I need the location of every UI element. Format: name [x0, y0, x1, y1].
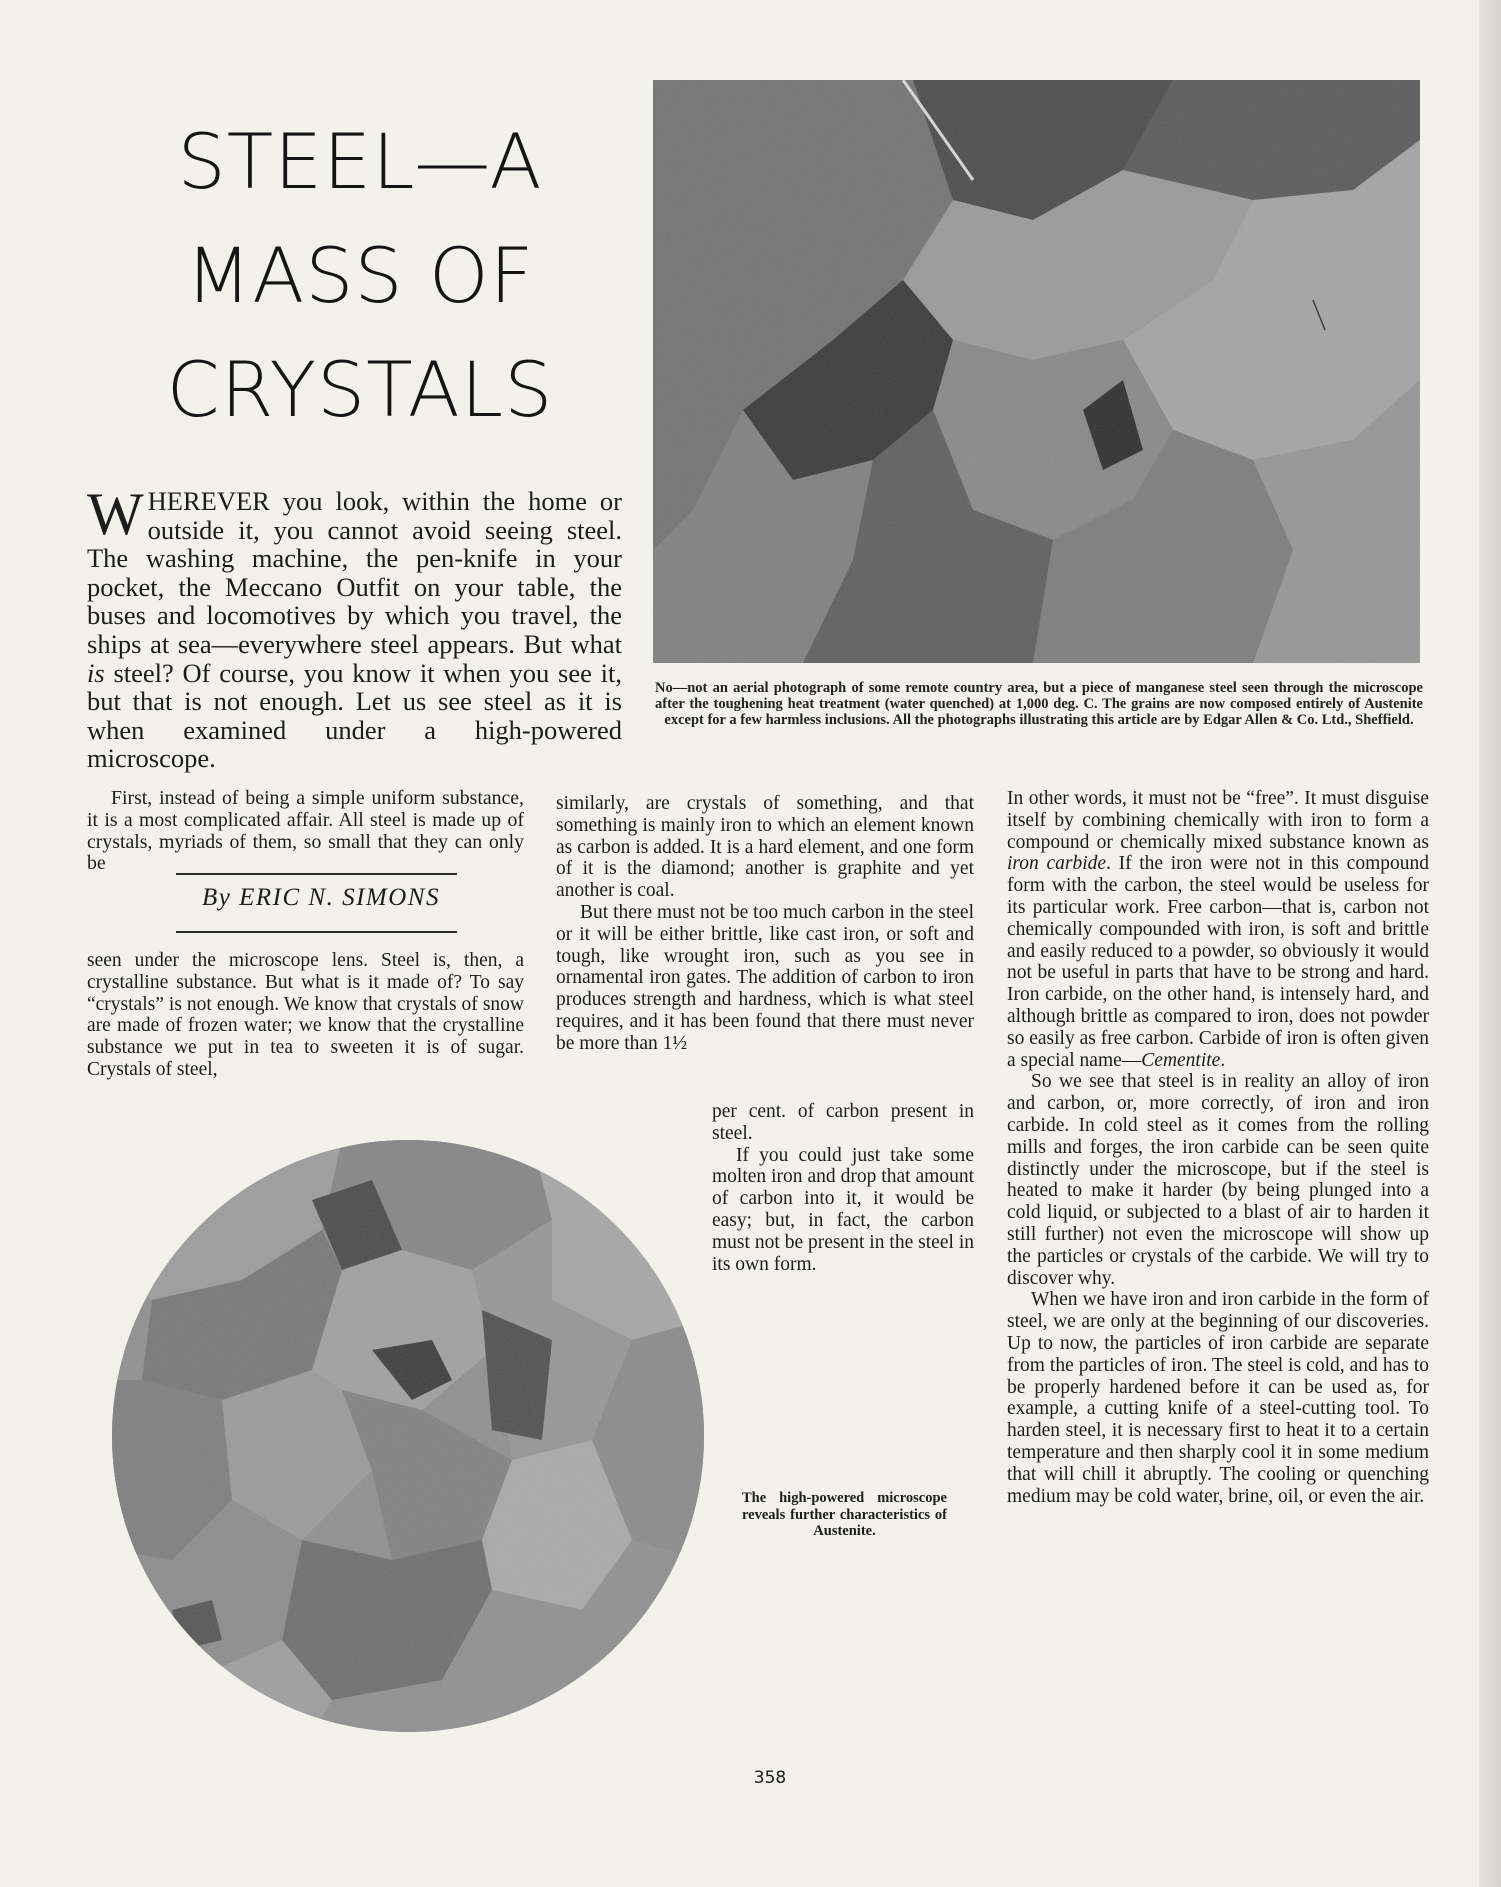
col3-paragraph-1 — [1007, 788, 1429, 1071]
col3-text-2: . If the iron were not in this compound form with the carbon, the steel would be useless for its particular work. Free carbon—that is, carbon not chemically compounded with iron, is soft and brittle and easily reduced to a powder, so obviously it would not be useful in parts that have to be strong and hard. Iron carbide, on the other hand, is intensely hard, and although brittle as compared to iron, does not powder so easily as free carbon. Carbide of iron is often given a special name— — [1007, 853, 1429, 1071]
page-edge-shadow — [1479, 0, 1501, 1887]
col1-paragraph-1: First, instead of being a simple uniform substance, it is a most complicated affair. All steel is made up of crystals, myriads of them, so small that they can only be — [87, 787, 524, 875]
byline-rule-top — [176, 873, 457, 875]
title-line-1: STEEL—A — [177, 117, 543, 206]
author-byline: By ERIC N. SIMONS — [202, 884, 440, 911]
article-title — [150, 105, 570, 447]
title-line-2: MASS OF — [185, 231, 535, 320]
drop-cap: W — [87, 481, 144, 547]
page-number: 358 — [753, 1768, 787, 1788]
col3-text-3: . — [1220, 1049, 1226, 1071]
column-1-top — [87, 788, 524, 875]
circle-photo-caption: The high-powered microscope reveals further characteristics of Austenite. — [742, 1490, 947, 1539]
column-2-bottom — [712, 1101, 974, 1275]
intro-text-1: HEREVER you look, within the home or outside it, you cannot avoid seeing steel. The washing machine, the pen-knife in your pocket, the Meccano Outfit on your table, the buses and locomotives by which you travel, the ships at sea—everywhere steel appears. But what — [87, 486, 622, 659]
title-line-3: CRYSTALS — [166, 345, 554, 434]
byline-rule-bottom — [176, 931, 457, 933]
col3-emphasis-iron-carbide: iron carbide — [1007, 853, 1107, 875]
col1-paragraph-2: seen under the microscope lens. Steel is, then, a crystalline substance. But what is it made of? To say “crystals” is not enough. We know that crystals of snow are made of frozen water; we know that the crystalline substance we put in tea to sweeten it is of sugar. Crystals of steel, — [87, 950, 524, 1080]
intro-emphasis: is — [87, 657, 105, 688]
column-2-top — [556, 793, 974, 1055]
intro-text-2: steel? Of course, you know it when you see it, but that is not enough. Let us see steel as it is when examined under a high-powered microscope. — [87, 657, 622, 774]
col2-paragraph-2: But there must not be too much carbon in the steel or it will be either brittle, like cast iron, or soft and tough, like wrought iron, such as you see in ornamental iron gates. The addition of carbon to iron produces strength and hardness, which is what steel requires, and it has been found that there must never be more than 1½ — [556, 901, 974, 1054]
col2-paragraph-2-cont: per cent. of carbon present in steel. — [712, 1101, 974, 1144]
micrograph-austenite-circle — [112, 1140, 704, 1732]
col2-paragraph-3: If you could just take some molten iron and drop that amount of carbon into it, it would be easy; but, in fact, the carbon must not be present in the steel in its own form. — [712, 1144, 974, 1275]
intro-paragraph — [87, 481, 622, 774]
col3-paragraph-3: When we have iron and iron carbide in the form of steel, we are only at the beginning of our discoveries. Up to now, the particles of iron carbide are separate from the particles of iron. The steel is cold, and has to be properly hardened before it can be used as, for example, a cutting knife of a steel-cutting tool. To harden steel, it is necessary first to heat it to a certain temperature and then sharply cool it in some medium that will chill it abruptly. The cooling or quenching medium may be cold water, brine, oil, or even the air. — [1007, 1289, 1429, 1507]
top-photo-caption: No—not an aerial photograph of some remote country area, but a piece of manganese steel seen through the microscope after the toughening heat treatment (water quenched) at 1,000 deg. C. The grains are now composed entirely of Austenite except for a few harmless inclusions. All the photographs illustrating this article are by Edgar Allen & Co. Ltd., Sheffield. — [655, 680, 1423, 728]
column-1-bottom — [87, 950, 524, 1081]
col3-paragraph-2: So we see that steel is in reality an alloy of iron and carbon, or, more correctly, of iron and iron carbide. In cold steel as it comes from the rolling mills and forges, the iron carbide can be seen quite distinctly under the microscope, but if the steel is heated to make it harder (by being plunged into a cold liquid, or subjected to a blast of air to harden it still further) not even the microscope will show up the particles or crystals of the carbide. We will try to discover why. — [1007, 1071, 1429, 1289]
micrograph-manganese-steel — [653, 80, 1420, 663]
column-3 — [1007, 788, 1429, 1507]
col3-emphasis-cementite: Cementite — [1141, 1049, 1221, 1071]
col2-paragraph-1: similarly, are crystals of something, and that something is mainly iron to which an element known as carbon is added. It is a hard element, and one form of it is the diamond; another is graphite and yet another is coal. — [556, 793, 974, 902]
col3-text-1: In other words, it must not be “free”. It must disguise itself by combining chemically with iron to form a compound or chemically mixed substance known as — [1007, 788, 1429, 853]
